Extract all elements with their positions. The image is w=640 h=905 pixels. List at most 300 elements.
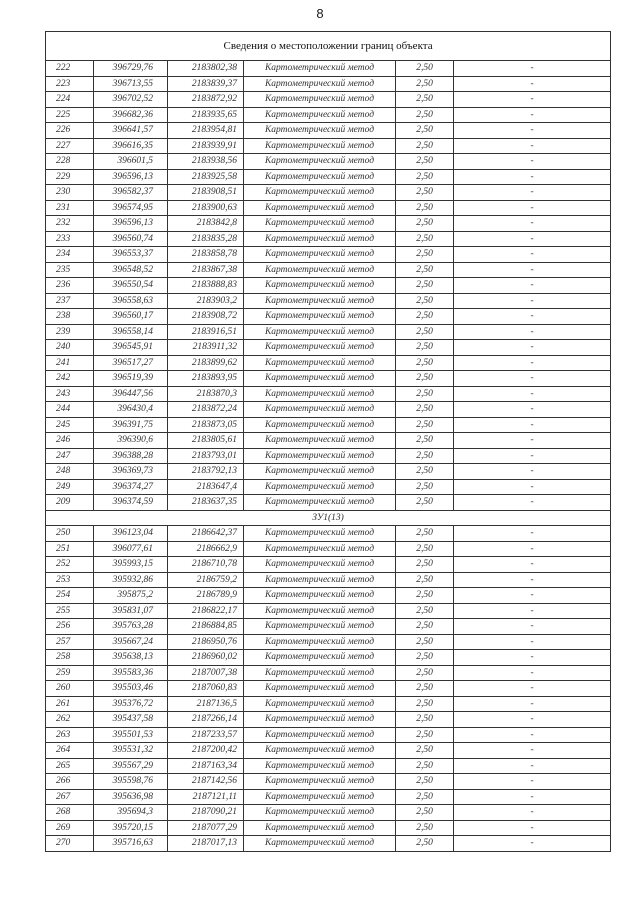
table-row	[46, 495, 611, 511]
method-cell: Картометрический метод	[244, 805, 396, 821]
method-cell: Картометрический метод	[244, 262, 396, 278]
note-cell: -	[454, 789, 611, 805]
accuracy-cell: 2,50	[396, 262, 454, 278]
note-cell: -	[454, 123, 611, 139]
method-cell: Картометрический метод	[244, 588, 396, 604]
accuracy-cell: 2,50	[396, 433, 454, 449]
table-row	[46, 433, 611, 449]
y-coordinate-cell: 2183792,13	[168, 464, 244, 480]
method-cell: Картометрический метод	[244, 278, 396, 294]
note-cell: -	[454, 774, 611, 790]
method-cell: Картометрический метод	[244, 464, 396, 480]
note-cell: -	[454, 107, 611, 123]
x-coordinate-cell: 396596,13	[94, 216, 168, 232]
point-number-cell: 257	[46, 634, 94, 650]
table-row	[46, 355, 611, 371]
x-coordinate-cell: 396616,35	[94, 138, 168, 154]
accuracy-cell: 2,50	[396, 712, 454, 728]
point-number-cell: 233	[46, 231, 94, 247]
method-cell: Картометрический метод	[244, 448, 396, 464]
note-cell: -	[454, 588, 611, 604]
accuracy-cell: 2,50	[396, 92, 454, 108]
table-row	[46, 789, 611, 805]
point-number-cell: 254	[46, 588, 94, 604]
y-coordinate-cell: 2187136,5	[168, 696, 244, 712]
note-cell: -	[454, 169, 611, 185]
method-cell: Картометрический метод	[244, 820, 396, 836]
method-cell: Картометрический метод	[244, 681, 396, 697]
point-number-cell: 243	[46, 386, 94, 402]
x-coordinate-cell: 396682,36	[94, 107, 168, 123]
note-cell: -	[454, 231, 611, 247]
y-coordinate-cell: 2183899,62	[168, 355, 244, 371]
x-coordinate-cell: 396713,55	[94, 76, 168, 92]
point-number-cell: 259	[46, 665, 94, 681]
point-number-cell: 264	[46, 743, 94, 759]
point-number-cell: 224	[46, 92, 94, 108]
method-cell: Картометрический метод	[244, 386, 396, 402]
method-cell: Картометрический метод	[244, 665, 396, 681]
point-number-cell: 225	[46, 107, 94, 123]
point-number-cell: 253	[46, 572, 94, 588]
y-coordinate-cell: 2187077,29	[168, 820, 244, 836]
table-row	[46, 247, 611, 263]
accuracy-cell: 2,50	[396, 448, 454, 464]
accuracy-cell: 2,50	[396, 805, 454, 821]
method-cell: Картометрический метод	[244, 402, 396, 418]
x-coordinate-cell: 396553,37	[94, 247, 168, 263]
note-cell: -	[454, 278, 611, 294]
point-number-cell: 244	[46, 402, 94, 418]
x-coordinate-cell: 396447,56	[94, 386, 168, 402]
x-coordinate-cell: 396558,14	[94, 324, 168, 340]
accuracy-cell: 2,50	[396, 76, 454, 92]
x-coordinate-cell: 396550,54	[94, 278, 168, 294]
point-number-cell: 234	[46, 247, 94, 263]
note-cell: -	[454, 665, 611, 681]
accuracy-cell: 2,50	[396, 495, 454, 511]
table-row	[46, 588, 611, 604]
note-cell: -	[454, 820, 611, 836]
note-cell: -	[454, 293, 611, 309]
point-number-cell: 209	[46, 495, 94, 511]
x-coordinate-cell: 395667,24	[94, 634, 168, 650]
point-number-cell: 239	[46, 324, 94, 340]
note-cell: -	[454, 247, 611, 263]
table-row	[46, 774, 611, 790]
accuracy-cell: 2,50	[396, 789, 454, 805]
accuracy-cell: 2,50	[396, 61, 454, 77]
method-cell: Картометрический метод	[244, 634, 396, 650]
table-row	[46, 743, 611, 759]
point-number-cell: 232	[46, 216, 94, 232]
x-coordinate-cell: 396601,5	[94, 154, 168, 170]
method-cell: Картометрический метод	[244, 309, 396, 325]
note-cell: -	[454, 805, 611, 821]
accuracy-cell: 2,50	[396, 619, 454, 635]
y-coordinate-cell: 2183893,95	[168, 371, 244, 387]
accuracy-cell: 2,50	[396, 603, 454, 619]
method-cell: Картометрический метод	[244, 541, 396, 557]
note-cell: -	[454, 386, 611, 402]
point-number-cell: 262	[46, 712, 94, 728]
accuracy-cell: 2,50	[396, 138, 454, 154]
point-number-cell: 263	[46, 727, 94, 743]
y-coordinate-cell: 2183802,38	[168, 61, 244, 77]
x-coordinate-cell: 395636,98	[94, 789, 168, 805]
point-number-cell: 245	[46, 417, 94, 433]
table-row	[46, 464, 611, 480]
method-cell: Картометрический метод	[244, 479, 396, 495]
y-coordinate-cell: 2183637,35	[168, 495, 244, 511]
method-cell: Картометрический метод	[244, 789, 396, 805]
note-cell: -	[454, 836, 611, 852]
note-cell: -	[454, 541, 611, 557]
method-cell: Картометрический метод	[244, 433, 396, 449]
table-row	[46, 541, 611, 557]
y-coordinate-cell: 2183935,65	[168, 107, 244, 123]
note-cell: -	[454, 557, 611, 573]
accuracy-cell: 2,50	[396, 123, 454, 139]
point-number-cell: 226	[46, 123, 94, 139]
table-row	[46, 402, 611, 418]
table-row	[46, 216, 611, 232]
point-number-cell: 261	[46, 696, 94, 712]
y-coordinate-cell: 2183867,38	[168, 262, 244, 278]
table-row	[46, 479, 611, 495]
note-cell: -	[454, 154, 611, 170]
table-row	[46, 61, 611, 77]
point-number-cell: 246	[46, 433, 94, 449]
accuracy-cell: 2,50	[396, 169, 454, 185]
point-number-cell: 222	[46, 61, 94, 77]
page-number: 8	[316, 6, 324, 21]
accuracy-cell: 2,50	[396, 650, 454, 666]
accuracy-cell: 2,50	[396, 417, 454, 433]
section-label: ЗУ1(13)	[46, 510, 611, 526]
x-coordinate-cell: 396374,27	[94, 479, 168, 495]
table-row	[46, 185, 611, 201]
point-number-cell: 268	[46, 805, 94, 821]
table-row	[46, 138, 611, 154]
table-row	[46, 123, 611, 139]
table-row	[46, 727, 611, 743]
x-coordinate-cell: 396582,37	[94, 185, 168, 201]
x-coordinate-cell: 395583,36	[94, 665, 168, 681]
y-coordinate-cell: 2183835,28	[168, 231, 244, 247]
table-row	[46, 805, 611, 821]
accuracy-cell: 2,50	[396, 309, 454, 325]
method-cell: Картометрический метод	[244, 185, 396, 201]
y-coordinate-cell: 2183888,83	[168, 278, 244, 294]
note-cell: -	[454, 417, 611, 433]
point-number-cell: 235	[46, 262, 94, 278]
y-coordinate-cell: 2183939,91	[168, 138, 244, 154]
method-cell: Картометрический метод	[244, 355, 396, 371]
table-row	[46, 619, 611, 635]
table-row	[46, 712, 611, 728]
note-cell: -	[454, 650, 611, 666]
note-cell: -	[454, 185, 611, 201]
table-row	[46, 448, 611, 464]
x-coordinate-cell: 396519,39	[94, 371, 168, 387]
note-cell: -	[454, 572, 611, 588]
x-coordinate-cell: 395875,2	[94, 588, 168, 604]
accuracy-cell: 2,50	[396, 340, 454, 356]
table-title: Сведения о местоположении границ объекта	[46, 32, 611, 61]
method-cell: Картометрический метод	[244, 371, 396, 387]
y-coordinate-cell: 2187121,11	[168, 789, 244, 805]
table-row	[46, 154, 611, 170]
table-row	[46, 324, 611, 340]
note-cell: -	[454, 324, 611, 340]
table-row	[46, 557, 611, 573]
table-row	[46, 340, 611, 356]
accuracy-cell: 2,50	[396, 185, 454, 201]
x-coordinate-cell: 396388,28	[94, 448, 168, 464]
accuracy-cell: 2,50	[396, 479, 454, 495]
accuracy-cell: 2,50	[396, 216, 454, 232]
x-coordinate-cell: 396560,17	[94, 309, 168, 325]
accuracy-cell: 2,50	[396, 541, 454, 557]
x-coordinate-cell: 396369,73	[94, 464, 168, 480]
boundary-table	[45, 31, 611, 852]
y-coordinate-cell: 2183858,78	[168, 247, 244, 263]
note-cell: -	[454, 479, 611, 495]
note-cell: -	[454, 200, 611, 216]
y-coordinate-cell: 2187142,56	[168, 774, 244, 790]
point-number-cell: 256	[46, 619, 94, 635]
note-cell: -	[454, 464, 611, 480]
y-coordinate-cell: 2183793,01	[168, 448, 244, 464]
point-number-cell: 242	[46, 371, 94, 387]
section-row	[46, 510, 611, 526]
point-number-cell: 250	[46, 526, 94, 542]
note-cell: -	[454, 355, 611, 371]
note-cell: -	[454, 76, 611, 92]
method-cell: Картометрический метод	[244, 231, 396, 247]
point-number-cell: 265	[46, 758, 94, 774]
method-cell: Картометрический метод	[244, 619, 396, 635]
point-number-cell: 260	[46, 681, 94, 697]
note-cell: -	[454, 696, 611, 712]
method-cell: Картометрический метод	[244, 216, 396, 232]
note-cell: -	[454, 727, 611, 743]
note-cell: -	[454, 619, 611, 635]
method-cell: Картометрический метод	[244, 572, 396, 588]
method-cell: Картометрический метод	[244, 247, 396, 263]
note-cell: -	[454, 712, 611, 728]
table-row	[46, 386, 611, 402]
table-row	[46, 200, 611, 216]
method-cell: Картометрический метод	[244, 836, 396, 852]
table-row	[46, 309, 611, 325]
x-coordinate-cell: 396430,4	[94, 402, 168, 418]
method-cell: Картометрический метод	[244, 758, 396, 774]
x-coordinate-cell: 396123,04	[94, 526, 168, 542]
table-row	[46, 634, 611, 650]
y-coordinate-cell: 2187163,34	[168, 758, 244, 774]
method-cell: Картометрический метод	[244, 603, 396, 619]
y-coordinate-cell: 2183805,61	[168, 433, 244, 449]
table-row	[46, 278, 611, 294]
y-coordinate-cell: 2183916,51	[168, 324, 244, 340]
point-number-cell: 248	[46, 464, 94, 480]
point-number-cell: 247	[46, 448, 94, 464]
accuracy-cell: 2,50	[396, 107, 454, 123]
point-number-cell: 251	[46, 541, 94, 557]
accuracy-cell: 2,50	[396, 557, 454, 573]
note-cell: -	[454, 340, 611, 356]
method-cell: Картометрический метод	[244, 169, 396, 185]
x-coordinate-cell: 395694,3	[94, 805, 168, 821]
point-number-cell: 269	[46, 820, 94, 836]
method-cell: Картометрический метод	[244, 712, 396, 728]
method-cell: Картометрический метод	[244, 557, 396, 573]
y-coordinate-cell: 2187266,14	[168, 712, 244, 728]
y-coordinate-cell: 2183908,72	[168, 309, 244, 325]
y-coordinate-cell: 2186789,9	[168, 588, 244, 604]
point-number-cell: 267	[46, 789, 94, 805]
y-coordinate-cell: 2186960,02	[168, 650, 244, 666]
x-coordinate-cell: 396374,59	[94, 495, 168, 511]
point-number-cell: 266	[46, 774, 94, 790]
x-coordinate-cell: 396641,57	[94, 123, 168, 139]
accuracy-cell: 2,50	[396, 820, 454, 836]
accuracy-cell: 2,50	[396, 200, 454, 216]
y-coordinate-cell: 2187233,57	[168, 727, 244, 743]
y-coordinate-cell: 2186822,17	[168, 603, 244, 619]
accuracy-cell: 2,50	[396, 371, 454, 387]
method-cell: Картометрический метод	[244, 200, 396, 216]
table-row	[46, 169, 611, 185]
note-cell: -	[454, 402, 611, 418]
method-cell: Картометрический метод	[244, 526, 396, 542]
boundary-table-sheet	[45, 31, 610, 852]
note-cell: -	[454, 61, 611, 77]
accuracy-cell: 2,50	[396, 386, 454, 402]
note-cell: -	[454, 309, 611, 325]
x-coordinate-cell: 396702,52	[94, 92, 168, 108]
point-number-cell: 237	[46, 293, 94, 309]
x-coordinate-cell: 396596,13	[94, 169, 168, 185]
method-cell: Картометрический метод	[244, 92, 396, 108]
y-coordinate-cell: 2186662,9	[168, 541, 244, 557]
method-cell: Картометрический метод	[244, 417, 396, 433]
table-row	[46, 231, 611, 247]
accuracy-cell: 2,50	[396, 758, 454, 774]
table-row	[46, 262, 611, 278]
note-cell: -	[454, 371, 611, 387]
point-number-cell: 236	[46, 278, 94, 294]
point-number-cell: 231	[46, 200, 94, 216]
table-row	[46, 107, 611, 123]
method-cell: Картометрический метод	[244, 340, 396, 356]
method-cell: Картометрический метод	[244, 743, 396, 759]
table-row	[46, 76, 611, 92]
x-coordinate-cell: 396077,61	[94, 541, 168, 557]
note-cell: -	[454, 743, 611, 759]
y-coordinate-cell: 2183925,58	[168, 169, 244, 185]
x-coordinate-cell: 396548,52	[94, 262, 168, 278]
x-coordinate-cell: 396558,63	[94, 293, 168, 309]
y-coordinate-cell: 2187060,83	[168, 681, 244, 697]
accuracy-cell: 2,50	[396, 154, 454, 170]
x-coordinate-cell: 395376,72	[94, 696, 168, 712]
note-cell: -	[454, 433, 611, 449]
accuracy-cell: 2,50	[396, 293, 454, 309]
x-coordinate-cell: 395501,53	[94, 727, 168, 743]
accuracy-cell: 2,50	[396, 588, 454, 604]
method-cell: Картометрический метод	[244, 293, 396, 309]
method-cell: Картометрический метод	[244, 123, 396, 139]
x-coordinate-cell: 395716,63	[94, 836, 168, 852]
y-coordinate-cell: 2183842,8	[168, 216, 244, 232]
y-coordinate-cell: 2186759,2	[168, 572, 244, 588]
note-cell: -	[454, 495, 611, 511]
method-cell: Картометрический метод	[244, 107, 396, 123]
y-coordinate-cell: 2183872,92	[168, 92, 244, 108]
table-row	[46, 681, 611, 697]
accuracy-cell: 2,50	[396, 743, 454, 759]
y-coordinate-cell: 2183870,3	[168, 386, 244, 402]
x-coordinate-cell: 395720,15	[94, 820, 168, 836]
method-cell: Картометрический метод	[244, 61, 396, 77]
table-row	[46, 371, 611, 387]
accuracy-cell: 2,50	[396, 355, 454, 371]
note-cell: -	[454, 603, 611, 619]
accuracy-cell: 2,50	[396, 278, 454, 294]
method-cell: Картометрический метод	[244, 76, 396, 92]
table-row	[46, 665, 611, 681]
table-row	[46, 92, 611, 108]
accuracy-cell: 2,50	[396, 727, 454, 743]
x-coordinate-cell: 395831,07	[94, 603, 168, 619]
point-number-cell: 270	[46, 836, 94, 852]
accuracy-cell: 2,50	[396, 696, 454, 712]
point-number-cell: 227	[46, 138, 94, 154]
accuracy-cell: 2,50	[396, 681, 454, 697]
table-row	[46, 820, 611, 836]
y-coordinate-cell: 2183873,05	[168, 417, 244, 433]
accuracy-cell: 2,50	[396, 324, 454, 340]
x-coordinate-cell: 395567,29	[94, 758, 168, 774]
table-row	[46, 572, 611, 588]
method-cell: Картометрический метод	[244, 154, 396, 170]
accuracy-cell: 2,50	[396, 572, 454, 588]
point-number-cell: 238	[46, 309, 94, 325]
point-number-cell: 230	[46, 185, 94, 201]
point-number-cell: 240	[46, 340, 94, 356]
x-coordinate-cell: 396390,6	[94, 433, 168, 449]
note-cell: -	[454, 758, 611, 774]
accuracy-cell: 2,50	[396, 247, 454, 263]
y-coordinate-cell: 2186642,37	[168, 526, 244, 542]
y-coordinate-cell: 2183839,37	[168, 76, 244, 92]
x-coordinate-cell: 395993,15	[94, 557, 168, 573]
accuracy-cell: 2,50	[396, 665, 454, 681]
table-row	[46, 603, 611, 619]
point-number-cell: 241	[46, 355, 94, 371]
point-number-cell: 255	[46, 603, 94, 619]
y-coordinate-cell: 2183911,32	[168, 340, 244, 356]
y-coordinate-cell: 2187017,13	[168, 836, 244, 852]
note-cell: -	[454, 681, 611, 697]
accuracy-cell: 2,50	[396, 836, 454, 852]
x-coordinate-cell: 396574,95	[94, 200, 168, 216]
y-coordinate-cell: 2183908,51	[168, 185, 244, 201]
table-row	[46, 293, 611, 309]
